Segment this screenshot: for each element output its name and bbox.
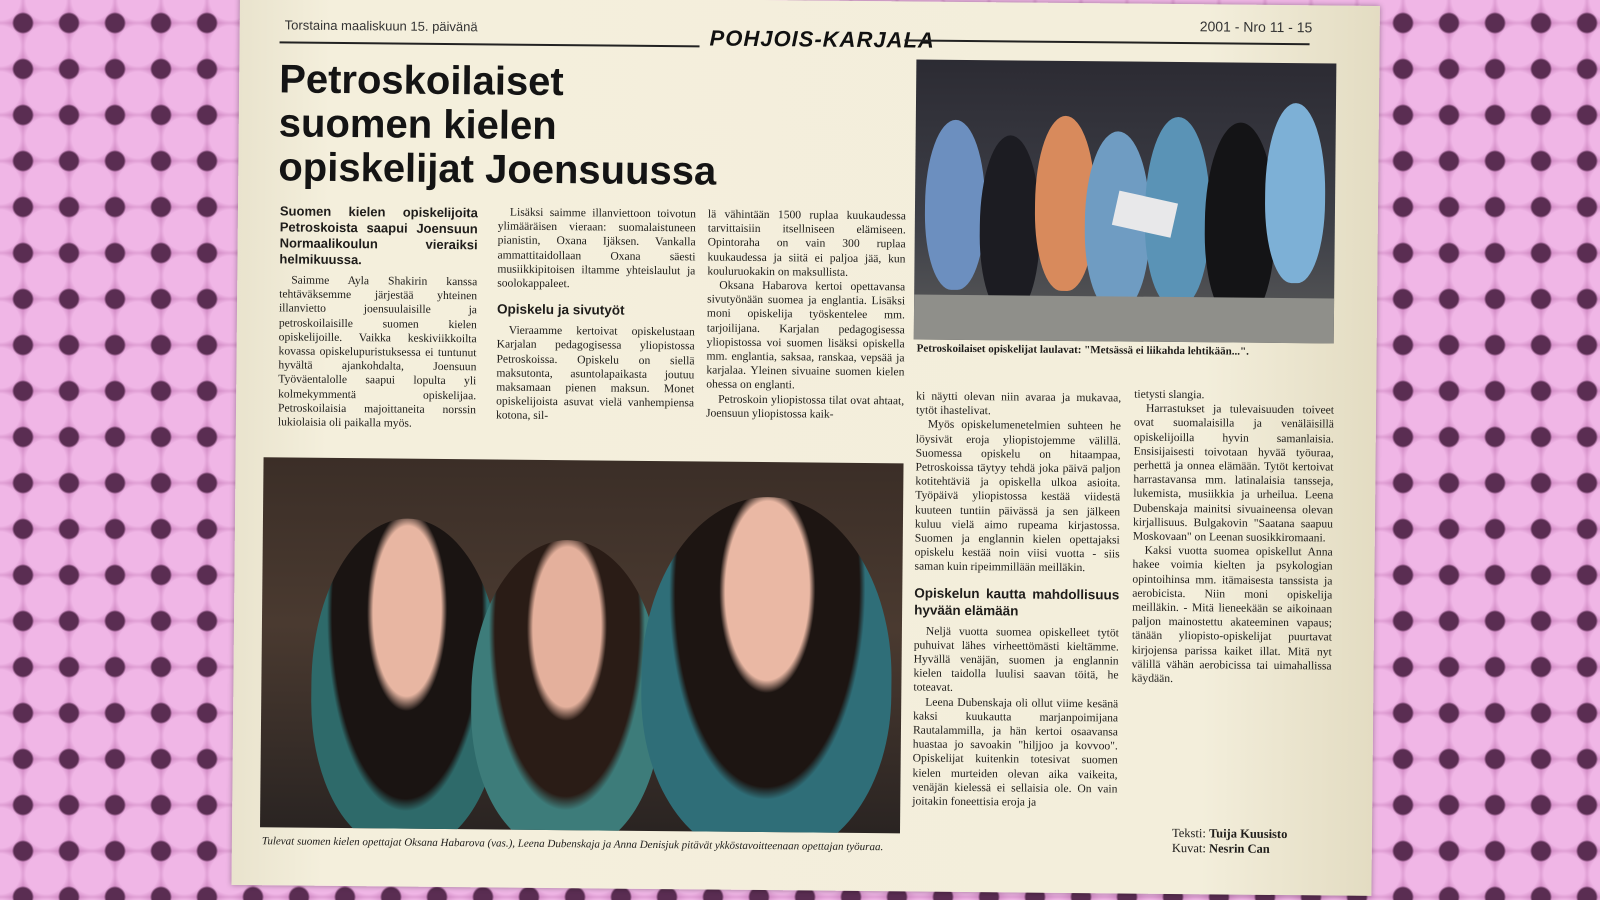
subhead-mahdollisuus: Opiskelun kautta mahdollisuus hyvään elämään (914, 585, 1120, 619)
newspaper-page (231, 0, 1379, 896)
issue-number: 2001 - Nro 11 - 15 (1199, 18, 1313, 36)
date-line: Torstaina maaliskuun 15. päivänä (284, 17, 478, 35)
choir-person (924, 120, 986, 291)
col3-paragraph: lä vähintään 1500 ruplaa kuukaudessa tarvittaisiin itsellniseen elämiseen. Opintoraha on vain 300 ruplaa kuukaudessa ja siitä ei paljoa jää, kun kouluruokakin on maksullista. (707, 207, 906, 279)
headline-line-3: opiskelijat Joensuussa (278, 145, 717, 194)
portrait-person-middle (470, 539, 663, 833)
col5-paragraph: Harrastukset ja tulevaisuuden toiveet ovat suomalaisilla ja venäläisillä opiskelijoilla hyvin samanlaisia. Ensisijaisesti toivotaan hyvää työuraa, perhettä ja onnea elämään. Tytöt kertoivat harrastavansa mm. latinalaisia tansseja, lukemista, musiikkia ja urheilua. Leena Dubenskaja mainitsi sivuaineensa olevan kirjallisuus. Bulgakovin "Saatana saapuu Moskovaan" on Leenan suosikkiromaani. (1132, 401, 1335, 545)
column-3 (706, 208, 906, 423)
headline-line-2: suomen kielen (278, 101, 557, 149)
col4-paragraph: Neljä vuotta suomea opiskelleet tytöt puhuivat lähes virheettömästi kieltämme. Hyvällä venäjän, suomen ja englannin kielen taidolla luulisi saavan töitä, he toteavat. (913, 624, 1119, 695)
masthead: POHJOIS-KARJALA (709, 25, 935, 53)
column-1 (278, 203, 478, 431)
column-2 (496, 205, 696, 425)
choir-photo (914, 59, 1337, 343)
col2-paragraph: Vieraamme kertoivat opiskelustaan Karjalan pedagogisessa yliopistossa Petroskoissa. Opiskelu on siellä maksutonta, asuntolapaikasta joutuu maksamaan pienen maksun. Monet opiskelijoista asuvat vielä vanhempiensa kotona, sil- (495, 323, 695, 423)
article-headline (278, 57, 919, 195)
portrait-photo-caption: Tulevat suomen kielen opettajat Oksana Habarova (vas.), Leena Dubenskaja ja Anna Denisjuk pitävät ykköstavoitteenaan opettajan työuraa. (261, 835, 884, 854)
choir-person (979, 135, 1041, 316)
header-rule-left (280, 41, 700, 47)
header-rule-right (905, 39, 1310, 44)
subhead-opiskelu: Opiskelu ja sivutyöt (496, 301, 625, 318)
col5-paragraph: tietysti slangia. (1134, 387, 1205, 402)
choir-person (1264, 103, 1326, 284)
col4-paragraph: ki näytti olevan niin avaraa ja mukavaa, tytöt ihastelivat. (915, 389, 1122, 418)
col3-paragraph: Oksana Habarova kertoi opettavansa sivutyönään suomea ja englantia. Lisäksi moni opiskelija työskentelee mm. tarjoilijana. Karjalan pedagogisessa yliopistossa voi suomen lisäksi opiskella mm. englantia, saksaa, ranskaa, vepsää ja karjalaa. Yleinen sivuaine suomen kielen ohessa on englanti. (706, 278, 906, 392)
credit-text-name: Tuija Kuusisto (1208, 826, 1288, 842)
col1-paragraph: Saimme Ayla Shakirin kanssa tehtäväksemme järjestää yhteinen illanvietto joensuulaisille ja petroskoilaisille suomen kielen opiskelijoille. Vaikka keskiviikkoilta kovassa opiskelupuristuksessa ei tuntunut hyvältä ajankohdalta, Joensuun Työväentalolle saapui lopulta yli kolmekymmentä opiskelijaa. Petroskoilaisia majoittaneita norssin lukiolaisia oli paikalla myös. (277, 273, 478, 430)
col4-paragraph: Leena Dubenskaja oli ollut viime kesänä kaksi kuukautta marjanpoimijana Rautalammilla, ja hän kertoi osaavansa huastaa jo savoakin "hiljjoo ja kovvoo". Opiskelijat kuitenkin totesivat suomen kielen murteiden olevan aika vaikeita, venäjän kielessä ei sellaisia ole. On vain joitakin foneettisia eroja ja (912, 695, 1119, 809)
col5-paragraph: Kaksi vuotta suomea opiskellut Anna hakee voimia kielten ja psykologian opintoihinsa mm. itämaisesta tanssista ja aerobicista. Niin moni opiskelija meilläkin. - Mitä lieneekään se aikoinaan paljon mainostettu akateeminen vapaus; tänään yliopisto-opiskelijat puurtavat kirjojensa parissa kaiket illat. Mitä nyt välillä vähän aerobicissa tai uimahallissa käydään. (1131, 543, 1333, 686)
col3-paragraph: Petroskoin yliopistossa tilat ovat ahtaat, Joensuun yliopistossa kaik- (705, 392, 905, 421)
article-lead: Suomen kielen opiskelijoita Petroskoista saapui Joensuun Normaalikoulun vieraiksi helmikuussa. (279, 203, 478, 268)
column-5 (1131, 388, 1334, 688)
portrait-person-right (640, 496, 893, 833)
credit-photo-name: Nesrin Can (1208, 841, 1270, 856)
column-4 (912, 390, 1121, 811)
credit-text-label: Teksti: (1171, 825, 1206, 841)
credit-photo-label: Kuvat: (1171, 840, 1206, 856)
table-surface (914, 294, 1334, 343)
headline-line-1: Petroskoilaiset (278, 57, 564, 105)
choir-photo-caption: Petroskoilaiset opiskelijat laulavat: "Metsässä ei liikahda lehtikään...". (916, 342, 1249, 358)
col4-paragraph: Myös opiskelumenetelmien suhteen he löysivät eroja yliopistojemme välillä. Suomessa opiskelu on hitaampaa, Petroskoissa täytyy tehdä joka päivä paljon kotitehtäviä ja opiskella ulkoa asioita. Työpäivä yliopistossa kestää viidestä kuuteen tuntiin päivässä ja sen jälkeen kuluu vielä aimo rupeama kirjastossa. Suomen ja englannin kielen opettajaksi opiskelu kestää noin viisi vuotta - siis saman kuin ripeimmillään meilläkin. (914, 418, 1121, 575)
portrait-photo (260, 457, 904, 833)
col2-paragraph: Lisäksi saimme illanviettoon toivotun ylimääräisen vieraan: suomalaistuneen pianistin, Oxana Ijäksen. Vankalla ammattitaidollaan Oxana säesti musiikkipitoisen iltamme yhteislaulut ja soolokappaleet. (497, 205, 696, 291)
article-credits (1172, 826, 1288, 857)
